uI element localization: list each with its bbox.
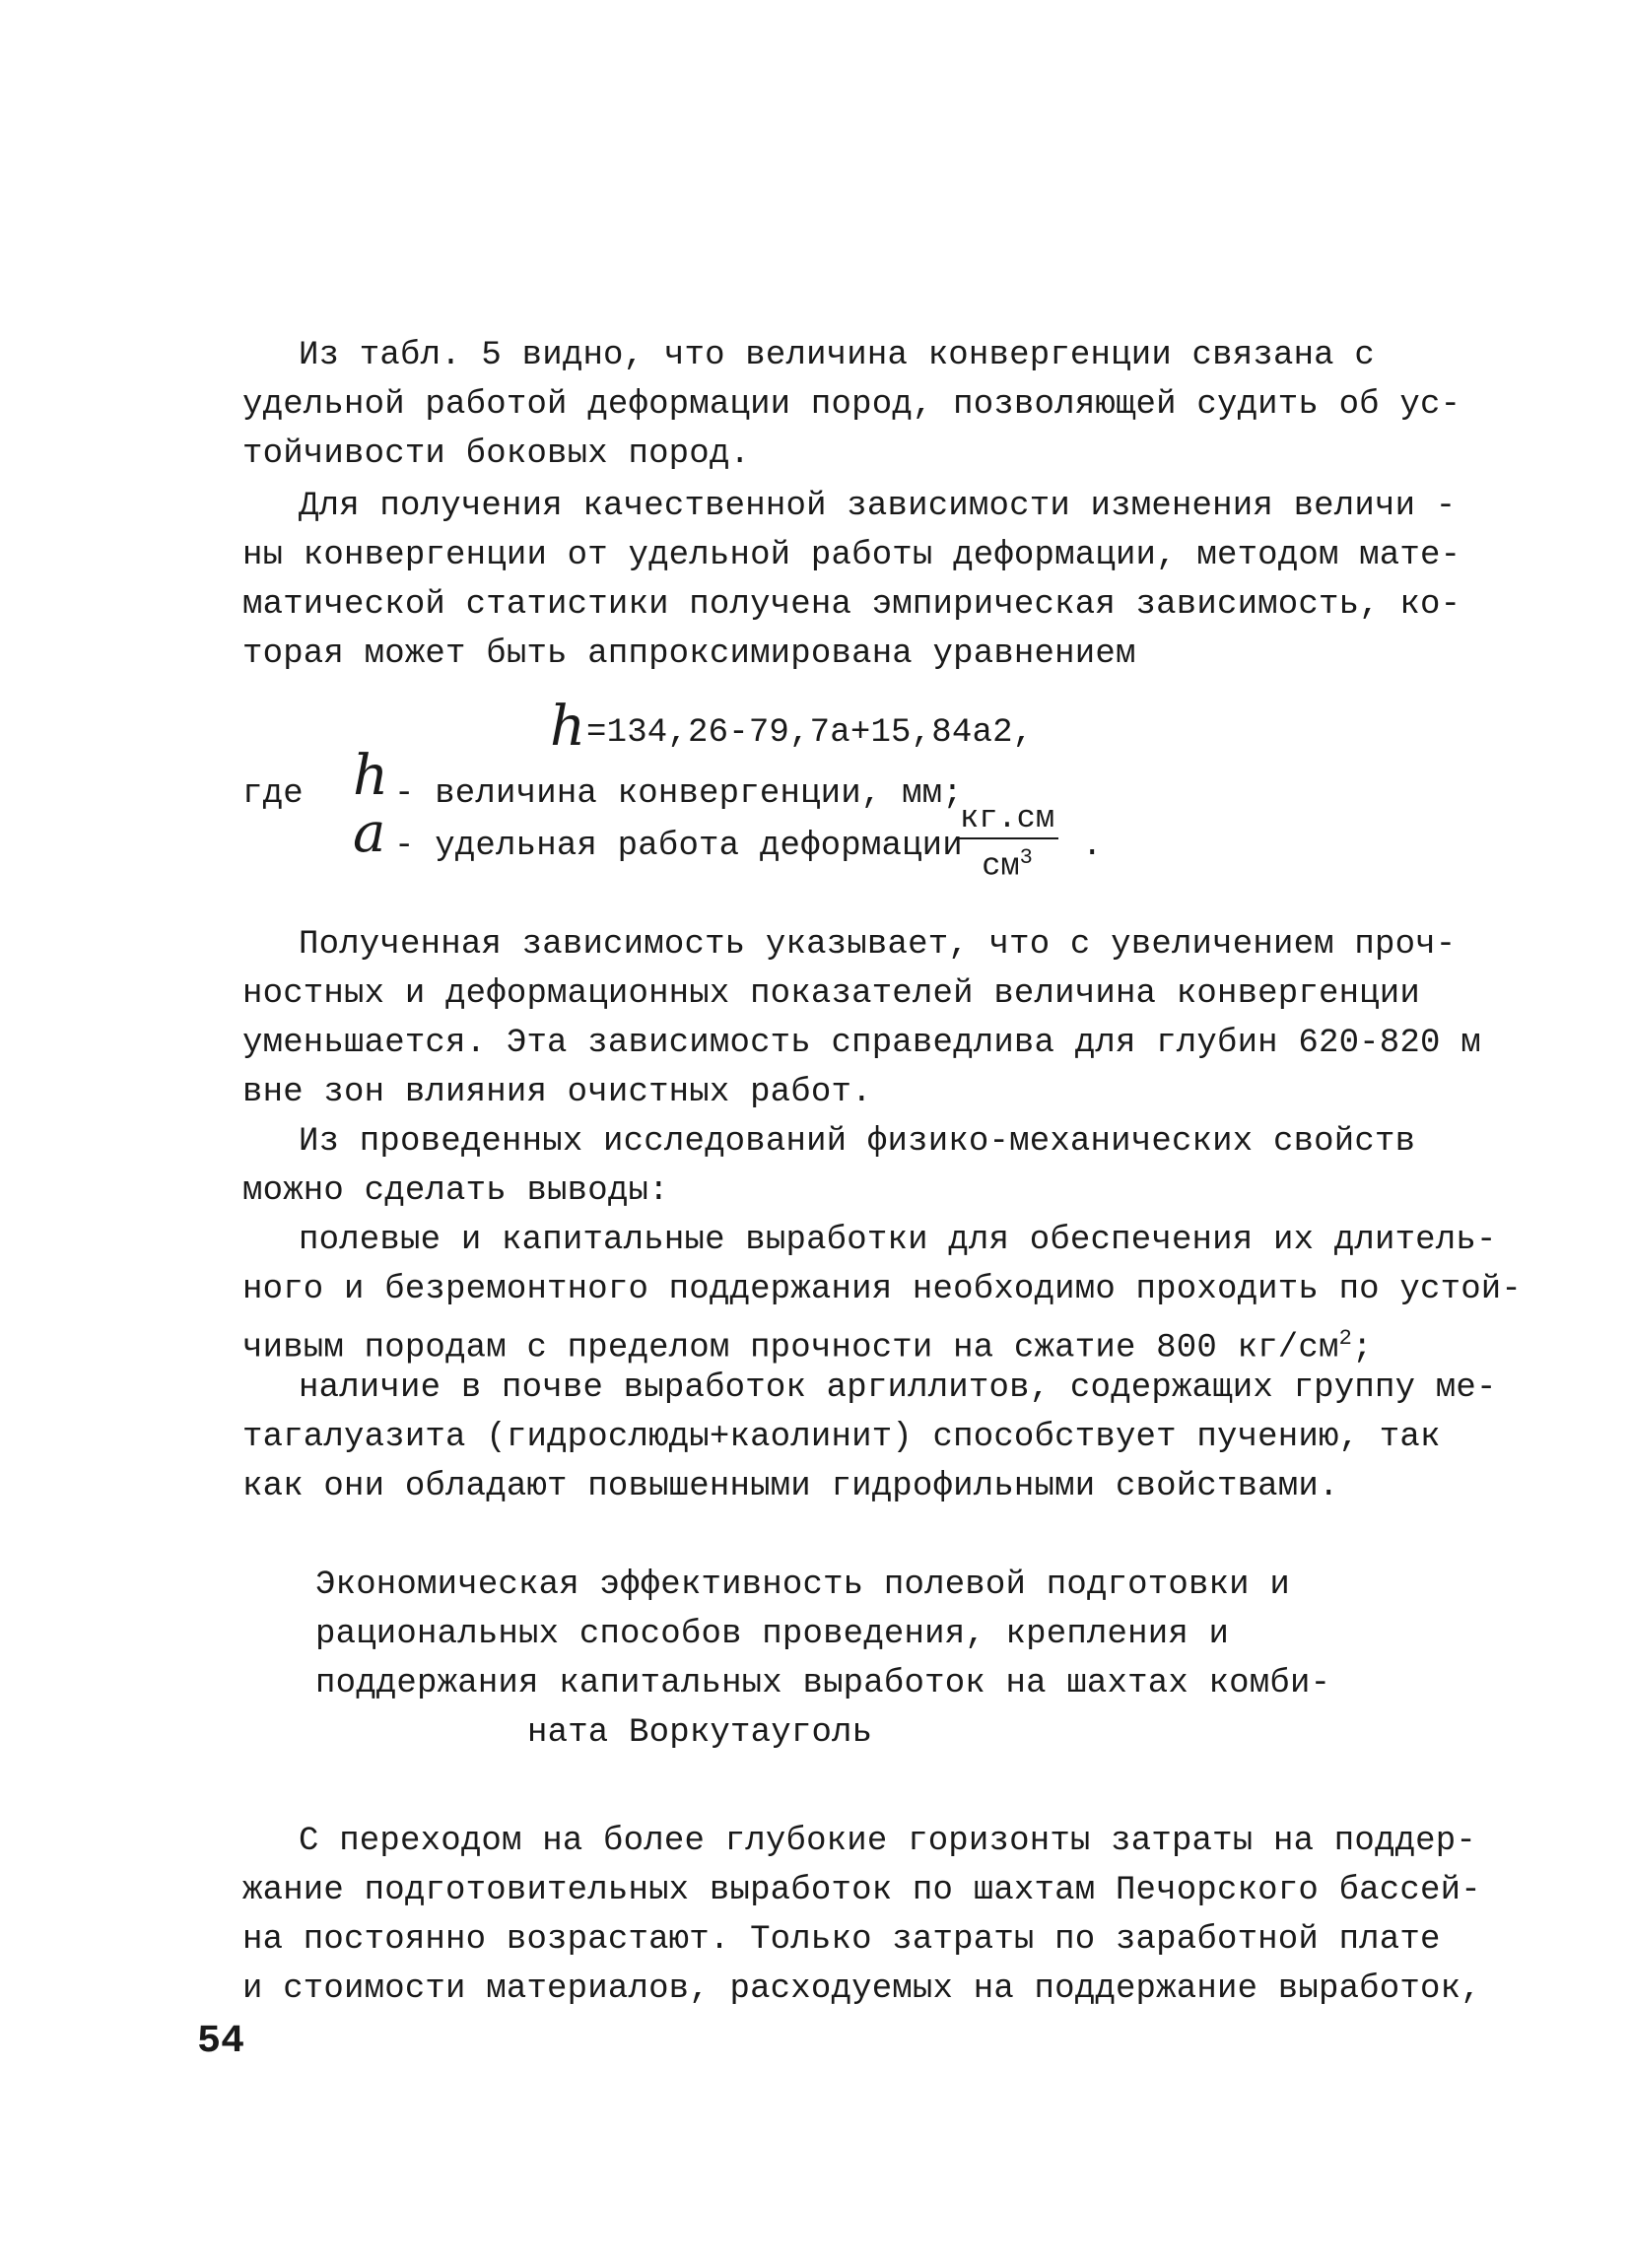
text-line: и стоимости материалов, расходуемых на поддержание выработок, — [242, 1970, 1481, 2008]
unit-numerator: кг.см — [956, 800, 1058, 839]
text-line: Полученная зависимость указывает, что с увеличением проч- — [299, 926, 1457, 964]
section-heading-line: поддержания капитальных выработок на шахтах комби- — [315, 1665, 1331, 1702]
text-line: как они обладают повышенными гидрофильными свойствами. — [242, 1468, 1339, 1505]
text-line: жание подготовительных выработок по шахтам Печорского бассей- — [242, 1872, 1481, 1909]
text-line: на постоянно возрастают. Только затраты по заработной плате — [242, 1921, 1441, 1959]
where-a-description: - удельная работа деформации — [394, 828, 963, 865]
text-line: ностных и деформационных показателей величина конвергенции — [242, 975, 1420, 1013]
text-line: Для получения качественной зависимости изменения величи - — [299, 488, 1457, 525]
unit-fraction — [956, 800, 1058, 886]
text-line: тагалуазита (гидрослюды+каолинит) способствует пучению, так — [242, 1419, 1441, 1456]
text-line-main: чивым породам с пределом прочности на сжатие 800 кг/см — [242, 1329, 1339, 1367]
section-heading-line: рациональных способов проведения, крепления и — [315, 1616, 1230, 1653]
where-h-symbol: h — [353, 744, 389, 808]
text-line: полевые и капитальные выработки для обеспечения их длитель- — [299, 1222, 1497, 1259]
where-label: где — [242, 775, 304, 813]
where-h-description: - величина конвергенции, мм; — [394, 775, 963, 813]
text-line: наличие в почве выработок аргиллитов, содержащих группу ме- — [299, 1369, 1497, 1407]
text-line: матической статистики получена эмпирическая зависимость, ко- — [242, 586, 1461, 624]
section-heading-line: Экономическая эффективность полевой подготовки и — [315, 1567, 1290, 1604]
text-line: Из проведенных исследований физико-механических свойств — [299, 1123, 1416, 1161]
where-tail: . — [1082, 828, 1103, 865]
unit-denominator-base: см — [982, 847, 1020, 885]
text-line: торая может быть аппроксимирована уравнением — [242, 635, 1136, 673]
equation-h-symbol: h — [550, 695, 586, 759]
superscript: 2 — [1338, 1326, 1352, 1351]
unit-denominator-exponent: 3 — [1019, 845, 1033, 870]
equation: =134,26-79,7a+15,84a2, — [586, 714, 1034, 752]
text-line: вне зон влияния очистных работ. — [242, 1074, 872, 1111]
text-line — [242, 1315, 1373, 1371]
section-heading-line: ната Воркутауголь — [527, 1714, 873, 1752]
page-number: 54 — [197, 2020, 245, 2064]
text-line: Из табл. 5 видно, что величина конвергенции связана с — [299, 337, 1375, 374]
text-line: ны конвергенции от удельной работы деформации, методом мате- — [242, 537, 1461, 574]
text-line-end: ; — [1352, 1329, 1373, 1367]
text-line: удельной работой деформации пород, позволяющей судить об ус- — [242, 386, 1461, 424]
text-line: ного и безремонтного поддержания необходимо проходить по устой- — [242, 1271, 1523, 1308]
where-a-symbol: a — [353, 801, 386, 865]
unit-denominator — [956, 839, 1058, 886]
text-line: С переходом на более глубокие горизонты затраты на поддер- — [299, 1823, 1476, 1860]
text-line: уменьшается. Эта зависимость справедлива для глубин 620-820 м — [242, 1025, 1481, 1062]
text-line: тойчивости боковых пород. — [242, 435, 751, 473]
text-line: можно сделать выводы: — [242, 1172, 669, 1210]
